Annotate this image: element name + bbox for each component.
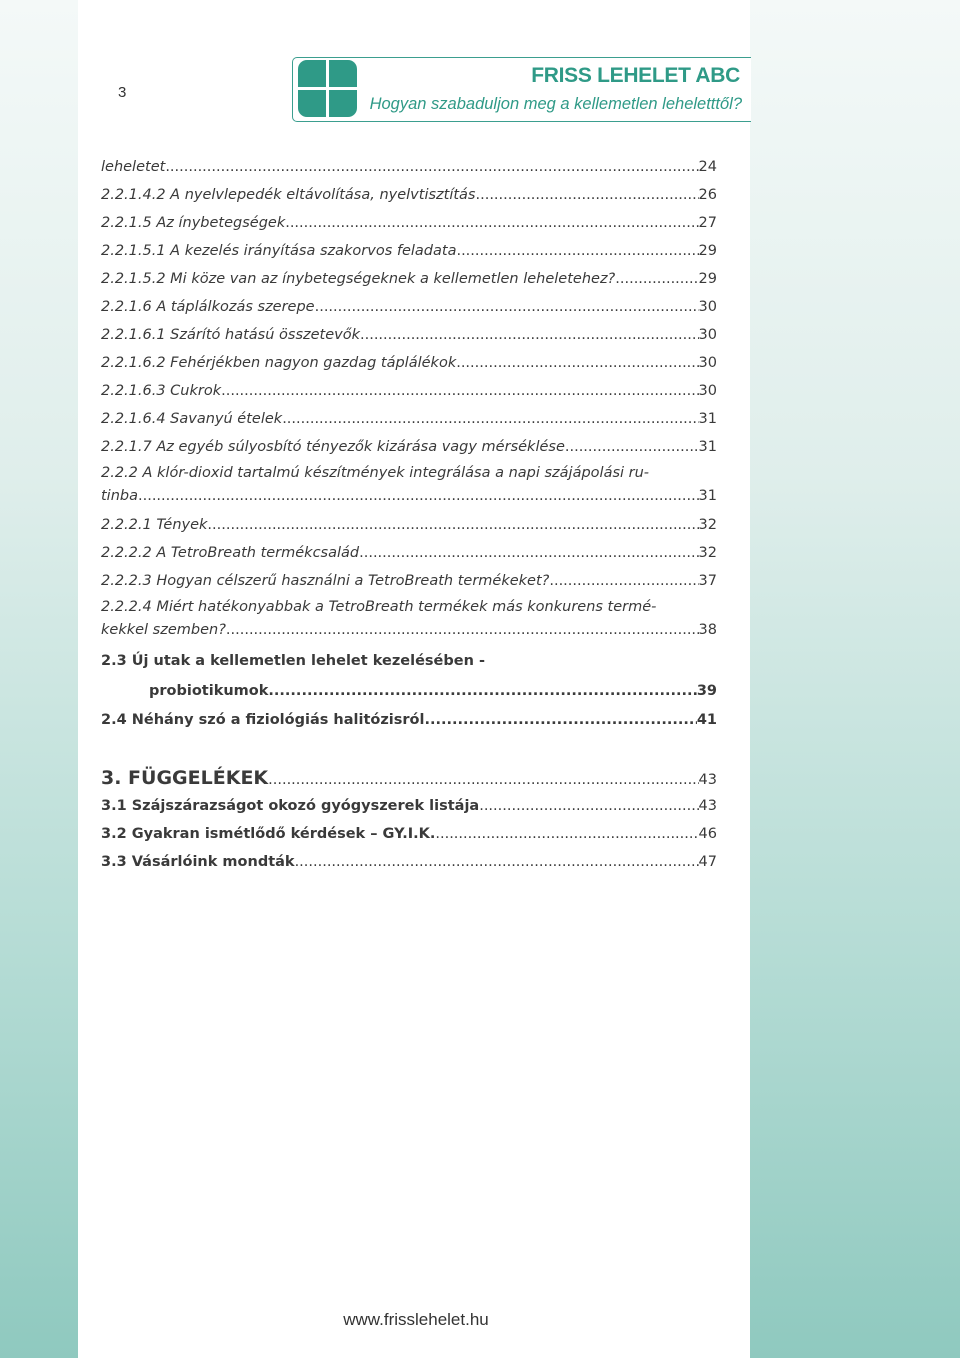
toc-entry[interactable]: 2.2.1.5.1 A kezelés irányítása szakorvos feladata ..... 29 [101,237,717,265]
page-number: 3 [118,84,127,101]
toc-entry[interactable]: 2.2.1.7 Az egyéb súlyosbító tényezők kizárása vagy mérséklése ..... 31 [101,433,717,461]
toc-entry[interactable]: 2.2.2.2 A TetroBreath termékcsalád ..... 32 [101,539,717,567]
table-of-contents [101,153,717,876]
toc-entry[interactable]: 2.2.1.5.2 Mi köze van az ínybetegségeknek a kellemetlen leheletehez? ..... 29 [101,265,717,293]
toc-entry[interactable]: 2.2.1.6.4 Savanyú ételek ..... 31 [101,405,717,433]
toc-entry-line: 2.2.2.4 Miért hatékonyabbak a TetroBreath termékek más konkurens termé- [101,599,657,615]
right-background-band [750,0,960,1358]
left-background-band [0,0,78,1358]
toc-entry[interactable]: 2.2.1.6.1 Szárító hatású összetevők ..... 30 [101,321,717,349]
toc-entry[interactable]: 2.4 Néhány szó a fiziológiás halitózisról ..... 41 [101,706,717,734]
toc-entry[interactable]: leheletet ..... 24 [101,153,717,181]
footer-url [0,1310,960,1330]
toc-entry-line: 2.2.2 A klór-dioxid tartalmú készítmények integrálása a napi szájápolási ru- [101,465,650,481]
toc-entry[interactable]: 3.1 Szájszárazságot okozó gyógyszerek listája ..... 43 [101,792,717,820]
logo-icon [298,60,358,118]
toc-entry[interactable]: 2.2.1.4.2 A nyelvlepedék eltávolítása, nyelvtisztítás ..... 26 [101,181,717,209]
toc-entry[interactable]: 2.2.2.3 Hogyan célszerű használni a TetroBreath termékeket? ..... 37 [101,567,717,595]
brand-title: FRISS LEHELET ABC [531,64,740,87]
toc-entry[interactable]: 3. FÜGGELÉKEK ..... 43 [101,764,717,792]
toc-entry[interactable]: 2.3 Új utak a kellemetlen lehelet kezelésében - probiotikumok ..... 39 [101,646,717,706]
brand-subtitle: Hogyan szabaduljon meg a kellemetlen leheletttől? [369,95,742,113]
toc-entry[interactable]: 3.2 Gyakran ismétlődő kérdések – GY.I.K. ..... 46 [101,820,717,848]
toc-entry-line: 2.3 Új utak a kellemetlen lehelet kezelésében - [101,653,485,669]
toc-entry[interactable]: 2.2.1.6 A táplálkozás szerepe ..... 30 [101,293,717,321]
toc-entry[interactable]: 3.3 Vásárlóink mondták ..... 47 [101,848,717,876]
toc-entry[interactable]: 2.2.2.1 Tények ..... 32 [101,511,717,539]
toc-entry[interactable]: 2.2.2.4 Miért hatékonyabbak a TetroBreath termékek más konkurens termé- kekkel szemben? ..... 38 [101,595,717,641]
section-gap [101,734,717,764]
toc-entry[interactable]: 2.2.1.5 Az ínybetegségek ..... 27 [101,209,717,237]
toc-entry[interactable]: 2.2.1.6.2 Fehérjékben nagyon gazdag táplálékok ..... 30 [101,349,717,377]
toc-entry[interactable]: 2.2.2 A klór-dioxid tartalmú készítmények integrálása a napi szájápolási ru- tinba ..... 31 [101,461,717,507]
footer-link[interactable]: www.frisslehelet.hu [343,1310,489,1329]
toc-entry[interactable]: 2.2.1.6.3 Cukrok ..... 30 [101,377,717,405]
